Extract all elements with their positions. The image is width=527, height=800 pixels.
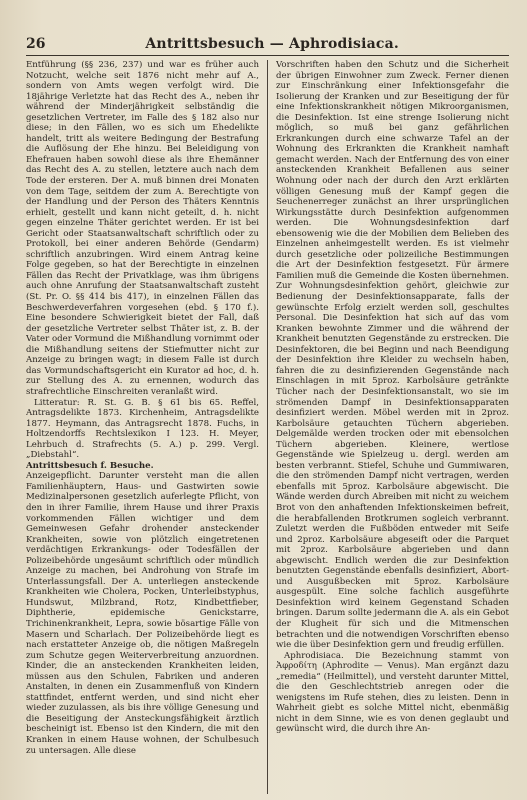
- entry-aphrodisiaca: Aphrodisiaca. Die Bezeichnung stammt von Ἀφροδίτη (Aphrodite — Venus). Man ergänzt dazu „remedia“ (Heilmittel), und versteht darunter Mittel, die den Geschlechtstrieb anregen oder die wenigstens im Rufe stehen, dies zu leisten. Denn in Wahrheit giebt es solche Mittel nicht, ebenmäßig nicht in dem Sinne, wie es von denen geglaubt und gewünscht wird, die durch ihre An-: [276, 650, 509, 735]
- paragraph: Entführung (§§ 236, 237) und war es früher auch Notzucht, welche seit 1876 nicht mehr auf A., sondern von Amts wegen verfolgt wird. Die 18jährige Verletzte hat das Recht des A., neben ihr während der Minderjährigkeit selbständig die gesetzlichen Vertreter, im Falle des § 182 also nur diese; in den Fällen, wo es sich um Ehedelikte handelt, tritt als weitere Bedingung der Bestrafung die Auflösung der Ehe hinzu. Bei Beleidigung von Ehefrauen haben sowohl diese als ihre Ehemänner das Recht des A. zu stellen, letztere auch nach dem Tode der ersteren. Der A. muß binnen drei Monaten von dem Tage, seitdem der zum A. Berechtigte von der Handlung und der Person des Thäters Kenntnis erhielt, gestellt und kann nicht geteilt, d. h. nicht gegen einzelne Thäter gerichtet werden. Er ist bei Gericht oder Staatsanwaltschaft schriftlich oder zu Protokoll, bei einer anderen Behörde (Gendarm) schriftlich anzubringen. Wird einem Antrag keine Folge gegeben, so hat der Berechtigte in einzelnen Fällen das Recht der Privatklage, was ihm übrigens auch ohne Anrufung der Staatsanwaltschaft zusteht (St. Pr. O. §§ 414 bis 417), in einzelnen Fällen das Beschwerdeverfahren vorgesehen (ebd. § 170 f.). Eine besondere Schwierigkeit bietet der Fall, daß der gesetzliche Vertreter selbst Thäter ist, z. B. der Vater oder Vormund die Mißhandlung vornimmt oder die Mißhandlung seitens der Stiefmutter nicht zur Anzeige zu bringen wagt; in diesem Falle ist durch das Vormundschaftsgericht ein Kurator ad hoc, d. h. zur Stellung des A. zu ernennen, wodurch das strafrechtliche Einschreiten veranlaßt wird.: [26, 60, 259, 397]
- running-title: Antrittsbesuch — Aphrodisiaca.: [145, 36, 399, 52]
- header-rule: [26, 55, 509, 56]
- column-divider: [267, 60, 268, 794]
- left-column: [26, 60, 259, 794]
- paragraph: Vorschriften haben den Schutz und die Sicherheit der übrigen Einwohner zum Zweck. Ferner dienen zur Einschränkung einer Infektionsgefahr die Isolierung der Kranken und zur Beseitigung der für eine Infektionskrankheit nötigen Mikroorganismen, die Desinfektion. Ist eine strenge Isolierung nicht möglich, so muß bei ganz gefährlichen Erkrankungen durch eine schwarze Tafel an der Wohnung des Erkrankten die Krankheit namhaft gemacht werden. Nach der Entfernung des von einer ansteckenden Krankheit Befallenen aus seiner Wohnung oder nach der durch den Arzt erklärten völligen Genesung muß der Kampf gegen die Seuchenerreger zunächst an ihrer ursprünglichen Wirkungsstätte durch Desinfektion aufgenommen werden. Die Wohnungsdesinfektion darf ebensowenig wie die der Mobilien dem Belieben des Einzelnen anheimgestellt werden. Es ist vielmehr durch gesetzliche oder polizeiliche Bestimmungen die Art der Desinfektion festgesetzt. Für ärmere Familien muß die Gemeinde die Kosten übernehmen. Zur Wohnungsdesinfektion gehört, gleichwie zur Bedienung der Desinfektionsapparate, falls der gewünschte Erfolg erzielt werden soll, geschultes Personal. Die Desinfektion hat sich auf das vom Kranken bewohnte Zimmer und die während der Krankheit benutzten Gegenstände zu erstrecken. Die Desinfektoren, die bei Beginn und nach Beendigung der Desinfektion ihre Kleider zu wechseln haben, fahren die zu desinfizierenden Gegenstände nach Einschlagen in mit 5proz. Karbolsäure getränkte Tücher nach der Desinfektionsanstalt, wo sie im strömenden Dampf in Desinfektionsapparaten desinfiziert werden. Möbel werden mit in 2proz. Karbolsäure getauchten Tüchern abgerieben. Delgemälde werden trocken oder mit ebensolchen Tüchern abgerieben. Kleinere, wertlose Gegenstände wie Spielzeug u. dergl. werden am besten verbrannt. Stiefel, Schuhe und Gummiwaren, die den strömenden Dampf nicht vertragen, werden ebenfalls mit 5proz. Karbolsäure abgewischt. Die Wände werden durch Abreiben mit nicht zu weichem Brot von den anhaftenden Infektionskeimen befreit, die herabfallenden Brotkrumen sogleich verbrannt. Zuletzt werden die Fußböden entweder mit Seife und 2proz. Karbolsäure abgeseift oder die Parquet mit 2proz. Karbolsäure abgerieben und dann abgewischt. Endlich werden die zur Desinfektion benutzten Gegenstände ebenfalls desinfiziert, Abort- und Ausgußbecken mit 5proz. Karbolsäure ausgespült. Eine solche fachlich ausgeführte Desinfektion wird keinem Gegenstand Schaden bringen. Darum sollte jedermann die A. als ein Gebot der Klugheit für sich und die Mitmenschen betrachten und die notwendigen Vorschriften ebenso wie die über Desinfektion gern und freudig erfüllen.: [276, 60, 509, 651]
- entry-anzeigepflicht: Anzeigepflicht. Darunter versteht man die allen Familienhäuptern, Haus- und Gastwirten sowie Medizinalpersonen gesetzlich auferlegte Pflicht, von den in ihrer Familie, ihrem Hause und ihrer Praxis vorkommenden Fällen wichtiger und dem Gemeinwesen Gefahr drohender ansteckender Krankheiten, sowie von plötzlich eingetretenen verdächtigen Erkrankungs- oder Todesfällen der Polizeibehörde ungesäumt schriftlich oder mündlich Anzeige zu machen, bei Androhung von Strafe im Unterlassungsfall. Der A. unterliegen ansteckende Krankheiten wie Cholera, Pocken, Unterleibstyphus, Hundswut, Milzbrand, Rotz, Kindbettfieber, Diphtherie, epidemische Genickstarre, Trichinenkrankheit, Lepra, sowie bösartige Fälle von Masern und Scharlach. Der Polizeibehörde liegt es nach erstatteter Anzeige ob, die nötigen Maßregeln zum Schutze gegen Weiterverbreitung anzuordnen. Kinder, die an ansteckenden Krankheiten leiden, müssen aus den Schulen, Fabriken und anderen Anstalten, in denen ein Zusammenfluß von Kindern stattfindet, entfernt werden, und sind nicht eher wieder zuzulassen, als bis ihre völlige Genesung und die Beseitigung der Ansteckungsfähigkeit ärztlich bescheinigt ist. Ebenso ist den Kindern, die mit den Kranken in einem Hause wohnen, der Schulbesuch zu untersagen. Alle diese: [26, 471, 259, 756]
- text-columns: [26, 60, 509, 794]
- page-number: 26: [26, 36, 46, 52]
- page-header: [26, 36, 509, 52]
- literature-paragraph: Litteratur: R. St. G. B. § 61 bis 65. Reffel, Antragsdelikte 1873. Kirchenheim, Antragsdelikte 1877. Heymann, das Antragsrecht 1878. Fuchs, in Holtzendorffs Rechtslexikon I 123. H. Meyer, Lehrbuch d. Strafrechts (5. A.) p. 299. Vergl. „Diebstahl“.: [26, 397, 259, 461]
- entry-antrittsbesuch: Antrittsbesuch f. Besuche.: [26, 460, 154, 471]
- right-column: [276, 60, 509, 794]
